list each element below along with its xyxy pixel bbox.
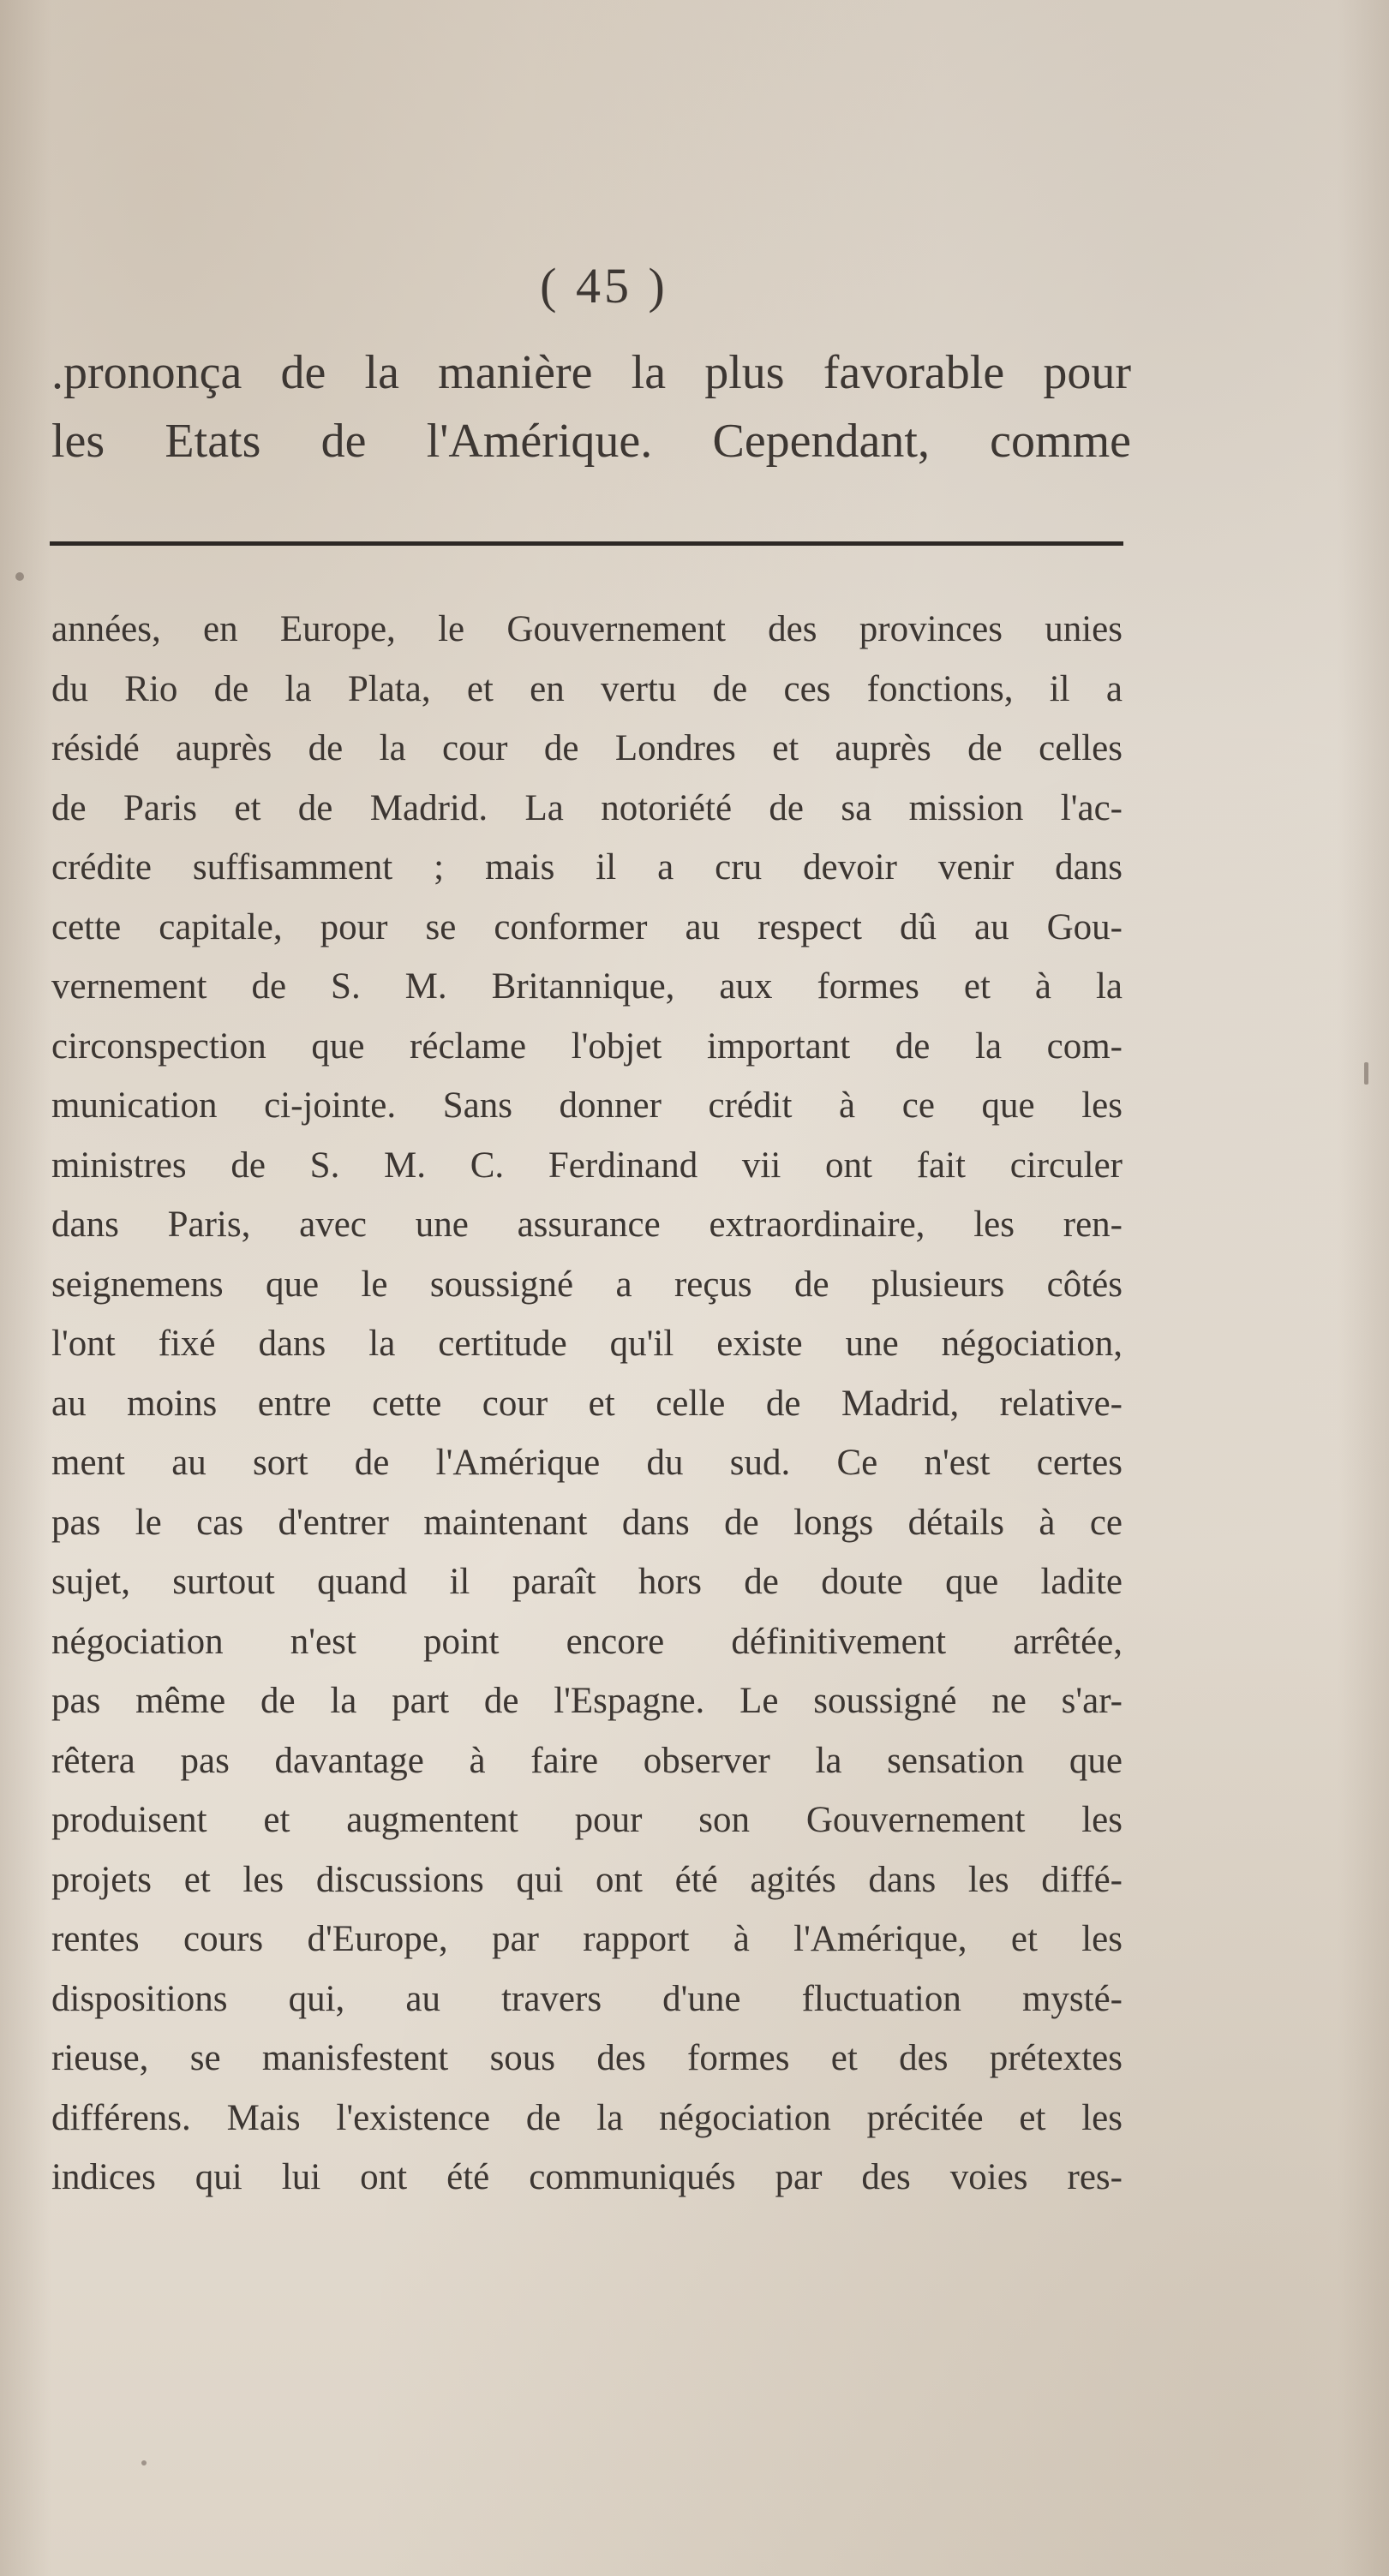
text-line: rentes cours d'Europe, par rapport à l'Amérique, et les bbox=[51, 1919, 1123, 1959]
text-line: négociation n'est point encore définitivement arrêtée, bbox=[51, 1621, 1123, 1662]
section-divider bbox=[50, 541, 1123, 546]
text-line: munication ci-jointe. Sans donner crédit à ce que les bbox=[51, 1085, 1123, 1126]
text-line: pas même de la part de l'Espagne. Le soussigné ne s'ar- bbox=[51, 1681, 1123, 1721]
text-line: crédite suffisamment ; mais il a cru devoir venir dans bbox=[51, 847, 1123, 888]
continued-text bbox=[51, 338, 1131, 475]
text-line: rêtera pas davantage à faire observer la sensation que bbox=[51, 1740, 1123, 1781]
text-line: produisent et augmentent pour son Gouvernement les bbox=[51, 1800, 1123, 1840]
text-line: seignemens que le soussigné a reçus de plusieurs côtés bbox=[51, 1264, 1123, 1305]
text-line: au moins entre cette cour et celle de Madrid, relative- bbox=[51, 1383, 1123, 1424]
text-line: différens. Mais l'existence de la négociation précitée et les bbox=[51, 2097, 1123, 2138]
text-line: ment au sort de l'Amérique du sud. Ce n'est certes bbox=[51, 1443, 1123, 1483]
paper-speck bbox=[15, 572, 24, 581]
text-line: du Rio de la Plata, et en vertu de ces fonctions, il a bbox=[51, 668, 1123, 709]
text-line: l'ont fixé dans la certitude qu'il existe une négociation, bbox=[51, 1324, 1123, 1364]
text-line: dans Paris, avec une assurance extraordinaire, les ren- bbox=[51, 1204, 1123, 1245]
text-line: projets et les discussions qui ont été agités dans les diffé- bbox=[51, 1859, 1123, 1900]
text-line: indices qui lui ont été communiqués par des voies res- bbox=[51, 2157, 1123, 2197]
body-paragraph bbox=[51, 600, 1123, 2208]
text-line: sujet, surtout quand il paraît hors de doute que ladite bbox=[51, 1562, 1123, 1602]
page-edge-shadow-left bbox=[0, 0, 51, 2576]
text-line: .prononça de la manière la plus favorable pour bbox=[51, 346, 1131, 399]
paper-speck bbox=[1364, 1062, 1368, 1085]
page-edge-shadow-right bbox=[1338, 0, 1389, 2576]
text-line: pas le cas d'entrer maintenant dans de longs détails à ce bbox=[51, 1502, 1123, 1543]
text-line: les Etats de l'Amérique. Cependant, comme bbox=[51, 415, 1131, 468]
text-line: dispositions qui, au travers d'une fluctuation mysté- bbox=[51, 1978, 1123, 2019]
text-line: rieuse, se manisfestent sous des formes et des prétextes bbox=[51, 2038, 1123, 2078]
text-line: cette capitale, pour se conformer au respect dû au Gou- bbox=[51, 906, 1123, 947]
paper-speck bbox=[141, 2460, 147, 2465]
text-line: de Paris et de Madrid. La notoriété de sa mission l'ac- bbox=[51, 787, 1123, 828]
text-line: résidé auprès de la cour de Londres et auprès de celles bbox=[51, 728, 1123, 768]
text-line: vernement de S. M. Britannique, aux formes et à la bbox=[51, 966, 1123, 1007]
page-number: ( 45 ) bbox=[540, 258, 668, 314]
text-line: années, en Europe, le Gouvernement des provinces unies bbox=[51, 609, 1123, 649]
text-line: circonspection que réclame l'objet important de la com- bbox=[51, 1025, 1123, 1067]
text-line: ministres de S. M. C. Ferdinand vii ont fait circuler bbox=[51, 1145, 1123, 1186]
